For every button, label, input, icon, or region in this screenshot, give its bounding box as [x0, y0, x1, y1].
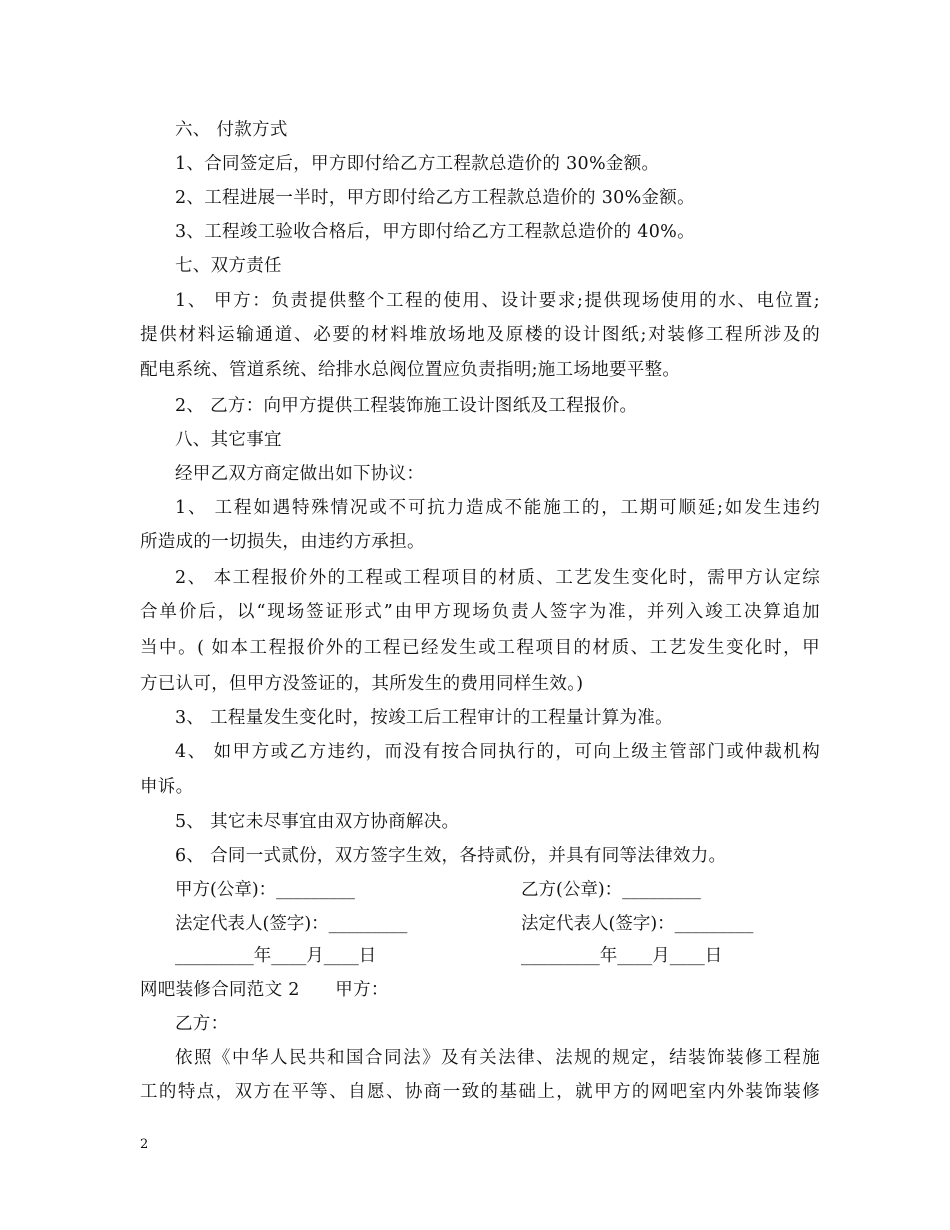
next-contract-preamble-line-1: 依照《中华人民共和国合同法》及有关法律、法规的规定，结装饰装修工程施: [175, 1048, 820, 1068]
party-a-representative-field: 法定代表人(签字)：_________: [175, 914, 408, 934]
agreement-clause-6: 6、 合同一式贰份，双方签字生效，各持贰份，并具有同等法律效力。: [175, 846, 727, 866]
party-b-representative-field: 法定代表人(签字)：_________: [521, 914, 754, 934]
responsibility-party-a-line-2: 提供材料运输通道、必要的材料堆放场地及原楼的设计图纸;对装修工程所涉及的: [140, 325, 820, 345]
payment-clause-3: 3、工程竣工验收合格后，甲方即付给乙方工程款总造价的 40%。: [175, 222, 695, 242]
party-a-seal-field: 甲方(公章)：_________: [175, 880, 355, 900]
agreement-clause-2-line-3: 当中。( 如本工程报价外的工程已经发生或工程项目的材质、工艺发生变化时，甲: [140, 638, 820, 658]
agreement-clause-4-line-2: 申诉。: [140, 777, 194, 797]
payment-clause-1: 1、合同签定后，甲方即付给乙方工程款总造价的 30%金额。: [175, 154, 660, 174]
agreement-clause-2-line-2: 合单价后，以“现场签证形式”由甲方现场负责人签字为准，并列入竣工决算追加: [140, 602, 820, 622]
payment-clause-2: 2、工程进展一半时，甲方即付给乙方工程款总造价的 30%金额。: [175, 188, 695, 208]
responsibility-party-a-line-1: 1、 甲方：负责提供整个工程的使用、设计要求;提供现场使用的水、电位置;: [175, 291, 820, 311]
next-contract-party-b: 乙方：: [175, 1014, 229, 1034]
agreement-clause-1-line-1: 1、 工程如遇特殊情况或不可抗力造成不能施工的，工期可顺延;如发生违约: [175, 498, 820, 518]
next-contract-preamble-line-2: 工的特点，双方在平等、自愿、协商一致的基础上，就甲方的网吧室内外装饰装修: [140, 1082, 820, 1102]
responsibility-party-a-line-3: 配电系统、管道系统、给排水总阀位置应负责指明;施工场地要平整。: [140, 360, 681, 380]
page-number: 2: [140, 1137, 149, 1152]
responsibility-party-b: 2、 乙方：向甲方提供工程装饰施工设计图纸及工程报价。: [175, 396, 638, 416]
agreement-clause-2-line-4: 方已认可，但甲方没签证的，其所发生的费用同样生效。): [140, 674, 584, 694]
agreement-clause-1-line-2: 所造成的一切损失，由违约方承担。: [140, 532, 425, 552]
party-b-date-field: _________年____月____日: [521, 946, 723, 966]
party-a-date-field: _________年____月____日: [175, 946, 377, 966]
section-heading-other-matters: 八、其它事宜: [175, 430, 282, 450]
agreement-clause-5: 5、 其它未尽事宜由双方协商解决。: [175, 812, 460, 832]
agreement-clause-4-line-1: 4、 如甲方或乙方违约，而没有按合同执行的，可向上级主管部门或仲裁机构: [175, 742, 820, 762]
agreement-intro: 经甲乙双方商定做出如下协议：: [175, 464, 425, 484]
agreement-clause-2-line-1: 2、 本工程报价外的工程或工程项目的材质、工艺发生变化时，需甲方认定综: [175, 568, 820, 588]
party-b-seal-field: 乙方(公章)：_________: [521, 880, 701, 900]
section-heading-responsibilities: 七、双方责任: [175, 256, 282, 276]
next-contract-title: 网吧装修合同范文 2 甲方：: [140, 980, 389, 1000]
agreement-clause-3: 3、 工程量发生变化时，按竣工后工程审计的工程量计算为准。: [175, 708, 673, 728]
section-heading-payment: 六、 付款方式: [175, 120, 288, 140]
